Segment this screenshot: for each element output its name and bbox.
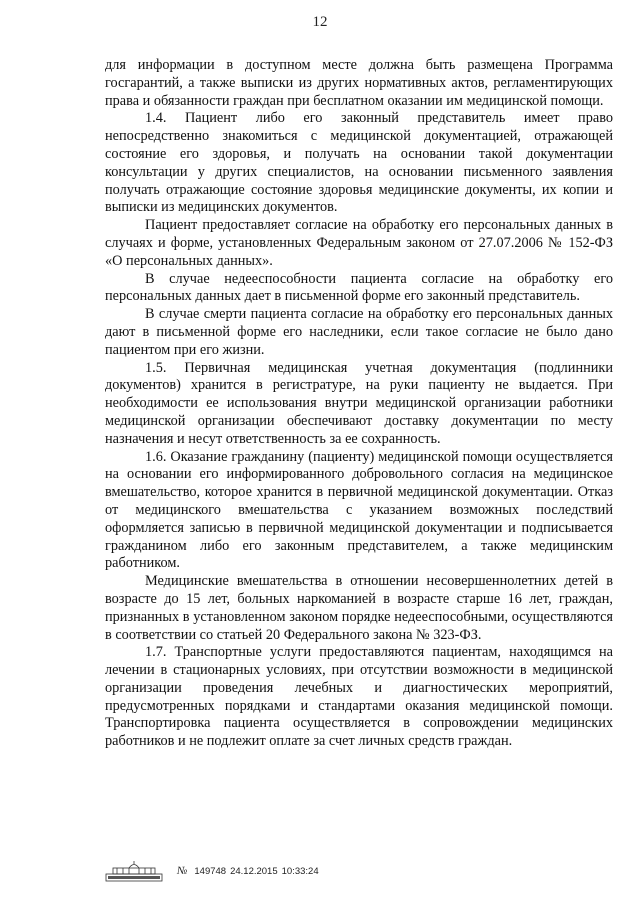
paragraph-1-4: 1.4. Пациент либо его законный представитель имеет право непосредственно знакомиться с медицинской документацией, отражающей состояние его здоровья, и получать на основании такой документации консультации у других специалистов, на основании письменного заявления получать отражающие состояние здоровья медицинские документы, их копии и выписки из медицинских документов. xyxy=(105,110,613,216)
paragraph-incapacity-consent: В случае недееспособности пациента согласие на обработку его персональных данных дает в письменной форме его законный представитель. xyxy=(105,270,613,305)
document-body xyxy=(105,57,613,751)
paragraph-1-6: 1.6. Оказание гражданину (пациенту) медицинской помощи осуществляется на основании его информированного добровольного согласия на медицинское вмешательство, которое хранится в первичной медицинской документации. Отказ от медицинского вмешательства с указанием возможных последствий оформляется записью в первичной медицинской документации и подписывается гражданином либо его законным представителем, а также медицинским работником. xyxy=(105,448,613,572)
page-number: 12 xyxy=(312,14,328,30)
paragraph-continuation: для информации в доступном месте должна быть размещена Программа госгарантий, а также выписки из других нормативных актов, регламентирующих права и обязанности граждан при бесплатном оказании им медицинской помощи. xyxy=(105,57,613,109)
registration-date: 24.12.2015 xyxy=(230,865,278,877)
document-number: 149748 xyxy=(194,865,227,877)
paragraph-minors-interventions: Медицинские вмешательства в отношении несовершеннолетних детей в возрасте до 15 лет, больных наркоманией в возрасте старше 16 лет, граждан, признанных в установленном законом порядке недееспособными, осуществляются в соответствии со статьей 20 Федерального закона № 323-ФЗ. xyxy=(105,573,613,643)
registration-time: 10:33:24 xyxy=(281,865,319,877)
paragraph-1-5: 1.5. Первичная медицинская учетная документация (подлинники документов) хранится в регистратуре, на руки пациенту не выдается. При необходимости ее использования внутри медицинской организации работники медицинской организации обеспечивают доставку документации по месту назначения и несут ответственность за ее сохранность. xyxy=(105,359,613,447)
document-number-mark: № xyxy=(177,865,188,877)
registry-building-emblem-icon xyxy=(105,860,163,882)
paragraph-1-7: 1.7. Транспортные услуги предоставляются пациентам, находящимся на лечении в стационарных условиях, при отсутствии возможности в медицинской организации проведения лечебных и диагностических мероприятий, предусмотренных порядками и стандартами оказания медицинской помощи. Транспортировка пациента осуществляется в сопровождении медицинских работников и не подлежит оплате за счет личных средств граждан. xyxy=(105,644,613,750)
paragraph-death-consent: В случае смерти пациента согласие на обработку его персональных данных дают в письменной форме его наследники, если такое согласие не было дано пациентом при его жизни. xyxy=(105,306,613,358)
registration-footer xyxy=(105,860,319,882)
paragraph-personal-data-consent: Пациент предоставляет согласие на обработку его персональных данных в случаях и форме, установленных Федеральным законом от 27.07.2006 № 152-ФЗ «О персональных данных». xyxy=(105,217,613,269)
